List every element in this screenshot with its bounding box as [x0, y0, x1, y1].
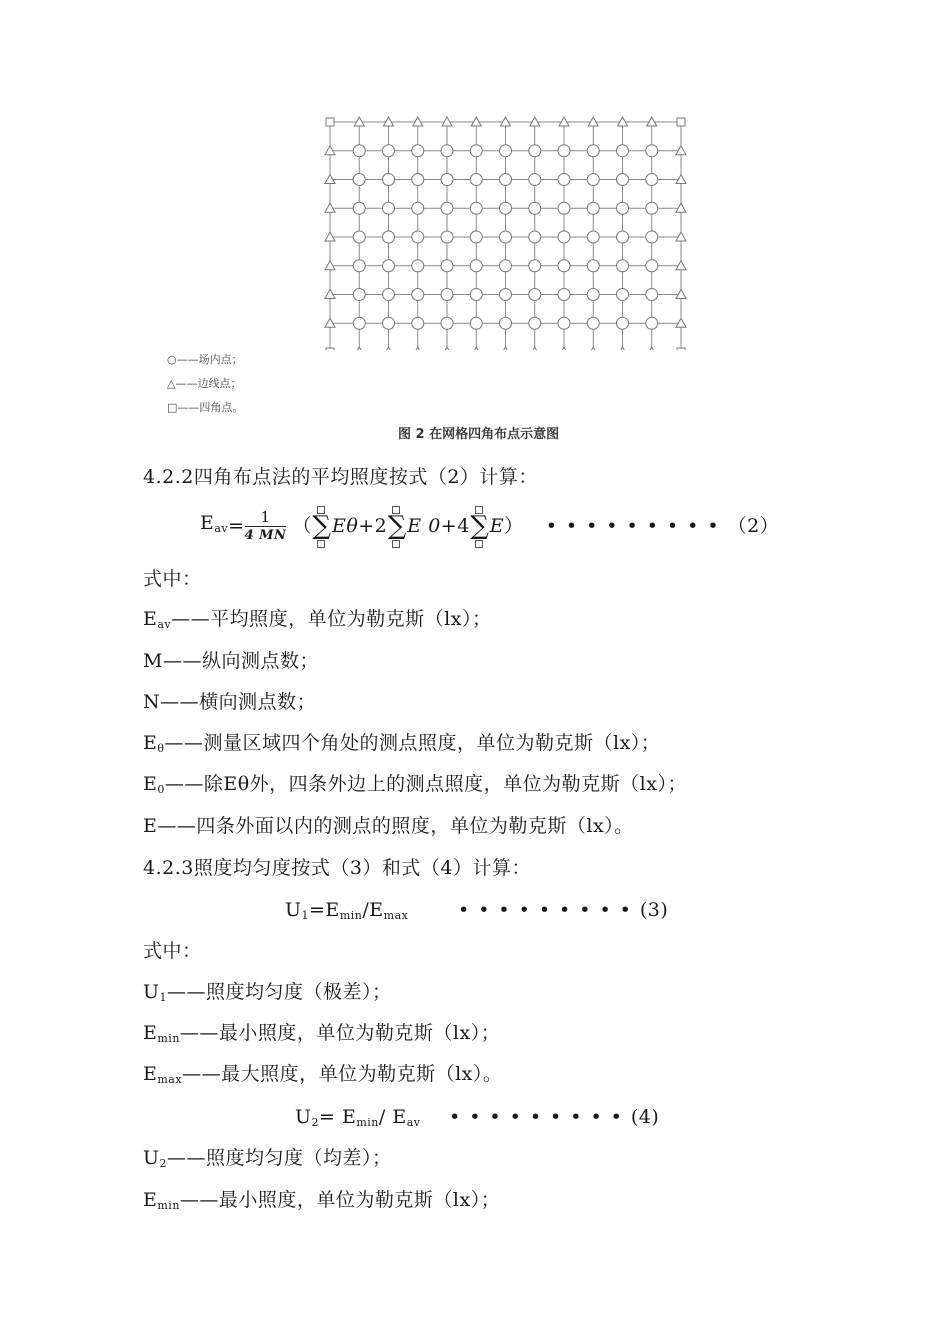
- circle-icon: [500, 174, 512, 186]
- definition-line: M——纵向测点数；: [143, 650, 319, 672]
- circle-icon: [617, 145, 629, 157]
- circle-icon: [470, 231, 482, 243]
- circle-icon: [500, 260, 512, 272]
- circle-icon: [587, 231, 599, 243]
- circle-icon: [646, 317, 658, 329]
- fraction-numerator: 1: [245, 508, 287, 527]
- section-423-heading: 4.2.3照度均匀度按式（3）和式（4）计算：: [143, 857, 532, 879]
- circle-icon: [412, 260, 424, 272]
- formula2-open: （: [292, 515, 312, 537]
- circle-icon: [441, 231, 453, 243]
- circle-icon: [587, 260, 599, 272]
- circle-icon: [353, 145, 365, 157]
- circle-icon: [587, 317, 599, 329]
- formula2-lhs: $E_{av}$: [200, 512, 229, 535]
- triangle-icon: [647, 347, 657, 350]
- triangle-icon: [588, 347, 598, 350]
- circle-icon: [441, 260, 453, 272]
- formula-2: [200, 502, 779, 550]
- circle-icon: [353, 231, 365, 243]
- figure-caption: 图 2 在网格四角布点示意图: [398, 427, 560, 442]
- triangle-icon: [530, 347, 540, 350]
- formula4-number: (4): [630, 1106, 660, 1128]
- formula2-eq: =: [228, 515, 245, 537]
- circle-icon: [529, 289, 541, 301]
- circle-icon: [470, 289, 482, 301]
- circle-icon: [441, 317, 453, 329]
- circle-icon: [558, 289, 570, 301]
- circle-icon: [617, 317, 629, 329]
- circle-icon: [470, 174, 482, 186]
- definition-line: $U_1——$照度均匀度（极差）；: [143, 981, 392, 1004]
- definition-line: $E_{min}——$最小照度，单位为勒克斯（lx）；: [143, 1022, 501, 1045]
- circle-icon: [529, 174, 541, 186]
- triangle-icon: [413, 347, 423, 350]
- circle-icon: [441, 289, 453, 301]
- circle-icon: [353, 174, 365, 186]
- where-label-1: 式中：: [143, 568, 202, 590]
- circle-icon: [383, 202, 395, 214]
- circle-icon: [441, 145, 453, 157]
- circle-icon: [617, 174, 629, 186]
- circle-icon: [383, 260, 395, 272]
- circle-icon: [500, 145, 512, 157]
- square-icon: [326, 118, 334, 126]
- fraction-denominator: 4 MN: [244, 528, 287, 543]
- circle-icon: [646, 231, 658, 243]
- circle-icon: [617, 202, 629, 214]
- circle-icon: [470, 202, 482, 214]
- triangle-icon: [442, 347, 452, 350]
- circle-icon: [558, 260, 570, 272]
- circle-icon: [646, 289, 658, 301]
- sum-icon: ∑: [387, 514, 407, 538]
- formula2-term2: E 0: [407, 515, 441, 537]
- definition-line: $E_{max}——$最大照度，单位为勒克斯（lx）。: [143, 1063, 503, 1086]
- circle-icon: [412, 174, 424, 186]
- circle-icon: [412, 145, 424, 157]
- formula3-number: (3): [639, 899, 669, 921]
- circle-icon: [441, 174, 453, 186]
- triangle-icon: [559, 347, 569, 350]
- formula-3: $U_1=E_{min}/E_{max}$: [285, 899, 409, 922]
- circle-icon: [353, 202, 365, 214]
- formula4-dots: •••••••••: [449, 1106, 631, 1128]
- triangle-icon: [501, 347, 511, 350]
- circle-icon: [412, 317, 424, 329]
- circle-icon: [383, 145, 395, 157]
- definition-line: $E_{min}——$最小照度，单位为勒克斯（lx）；: [143, 1189, 501, 1212]
- circle-icon: [646, 145, 658, 157]
- formula2-plus2: +4: [440, 515, 470, 537]
- circle-icon: [412, 202, 424, 214]
- legend-corner-point: □——四角点。: [167, 401, 244, 414]
- definition-line: E——四条外面以内的测点的照度，单位为勒克斯（lx）。: [143, 815, 634, 837]
- circle-icon: [587, 145, 599, 157]
- triangle-icon: [384, 347, 394, 350]
- circle-icon: [412, 289, 424, 301]
- circle-icon: [529, 317, 541, 329]
- circle-icon: [558, 231, 570, 243]
- circle-icon: [470, 145, 482, 157]
- triangle-icon: [618, 347, 628, 350]
- definition-line: $U_2——$照度均匀度（均差）；: [143, 1147, 392, 1170]
- circle-icon: [529, 202, 541, 214]
- circle-icon: [558, 145, 570, 157]
- definition-line: $E_0——$除Eθ外，四条外边上的测点照度，单位为勒克斯（lx）；: [143, 773, 687, 796]
- formula3-dots: •••••••••: [458, 899, 640, 921]
- circle-icon: [529, 145, 541, 157]
- circle-icon: [587, 174, 599, 186]
- where-label-2: 式中：: [143, 940, 202, 962]
- circle-icon: [441, 202, 453, 214]
- triangle-icon: [354, 347, 364, 350]
- circle-icon: [353, 260, 365, 272]
- circle-icon: [383, 174, 395, 186]
- formula3-tail: [458, 898, 668, 922]
- circle-icon: [412, 231, 424, 243]
- formula2-term3: E: [489, 515, 505, 537]
- grid-figure: [320, 110, 690, 350]
- formula2-plus1: +2: [358, 515, 388, 537]
- circle-icon: [529, 260, 541, 272]
- circle-icon: [353, 317, 365, 329]
- circle-icon: [470, 317, 482, 329]
- definition-line: N——横向测点数；: [143, 691, 317, 713]
- circle-icon: [587, 289, 599, 301]
- circle-icon: [617, 289, 629, 301]
- formula2-fraction: [245, 508, 287, 544]
- circle-icon: [383, 289, 395, 301]
- circle-icon: [500, 289, 512, 301]
- section-422-heading: 4.2.2四角布点法的平均照度按式（2）计算：: [143, 466, 538, 488]
- circle-icon: [558, 317, 570, 329]
- circle-icon: [646, 202, 658, 214]
- formula2-number: （2）: [727, 515, 780, 537]
- circle-icon: [558, 174, 570, 186]
- formula2-term1: Eθ: [331, 515, 359, 537]
- formula2-close: ）: [504, 515, 524, 537]
- sum-icon: ∑: [312, 514, 332, 538]
- circle-icon: [383, 317, 395, 329]
- formula2-dots: •••••••••: [545, 515, 728, 537]
- formula-4: $U_2= E_{min}/$ $E_{av}$: [295, 1106, 421, 1129]
- square-icon: [677, 118, 685, 126]
- circle-icon: [646, 174, 658, 186]
- circle-icon: [500, 231, 512, 243]
- definition-line: $E_{av}——$平均照度，单位为勒克斯（lx）；: [143, 608, 492, 631]
- sum-icon: ∑: [470, 514, 490, 538]
- circle-icon: [500, 317, 512, 329]
- circle-icon: [587, 202, 599, 214]
- legend-edge-point: △——边线点；: [167, 377, 242, 390]
- circle-icon: [470, 260, 482, 272]
- circle-icon: [353, 289, 365, 301]
- circle-icon: [529, 231, 541, 243]
- legend-interior-point: ○——场内点；: [167, 353, 243, 366]
- triangle-icon: [471, 347, 481, 350]
- formula4-tail: [449, 1105, 659, 1129]
- circle-icon: [617, 260, 629, 272]
- square-icon: [677, 348, 685, 350]
- circle-icon: [383, 231, 395, 243]
- circle-icon: [558, 202, 570, 214]
- square-icon: [326, 348, 334, 350]
- circle-icon: [646, 260, 658, 272]
- circle-icon: [500, 202, 512, 214]
- definition-line: $E_\theta——$测量区域四个角处的测点照度，单位为勒克斯（lx）；: [143, 732, 661, 755]
- circle-icon: [617, 231, 629, 243]
